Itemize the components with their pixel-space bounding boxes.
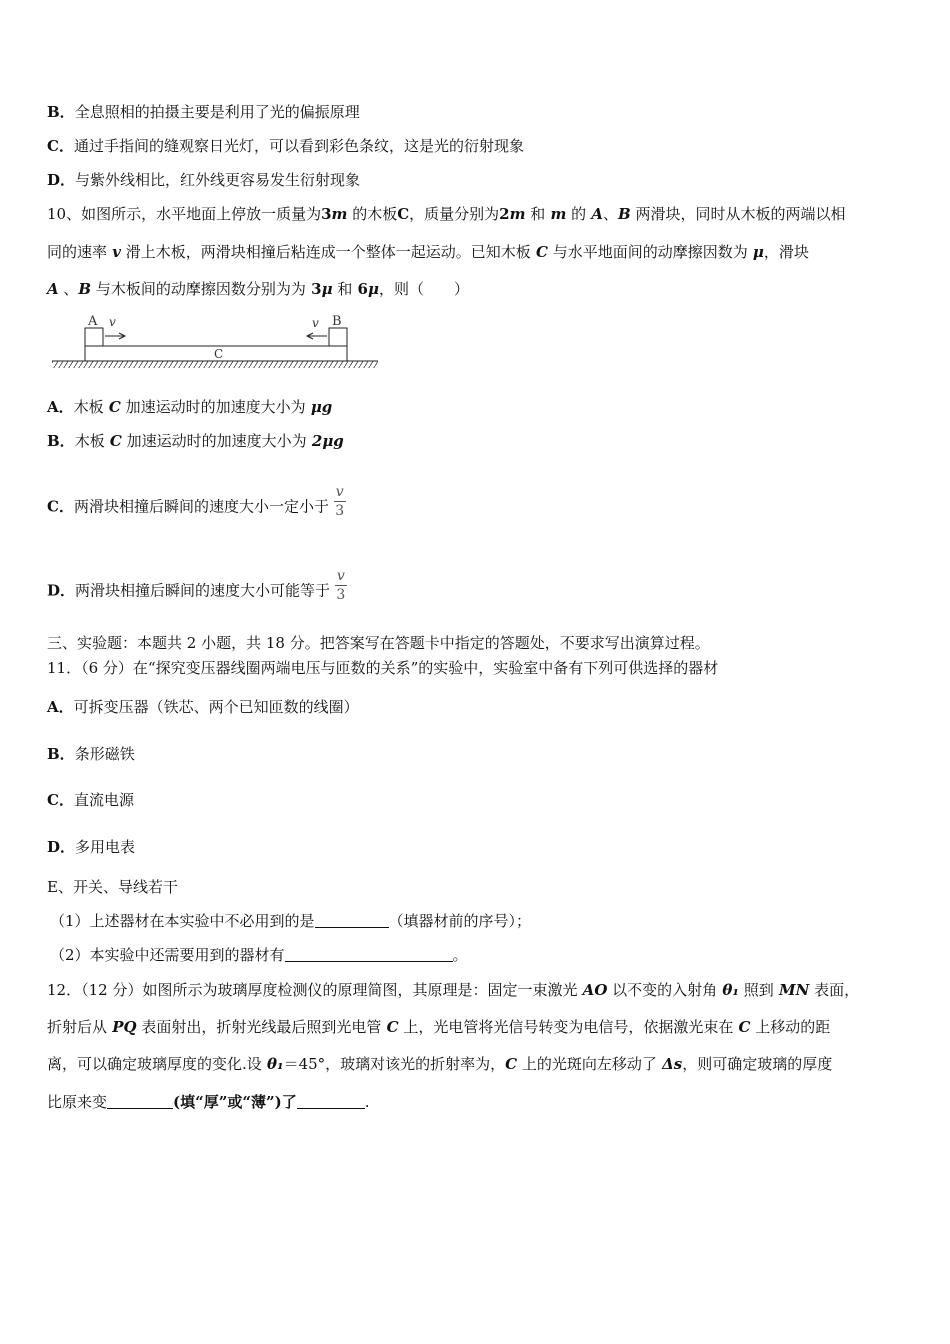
answer-blank[interactable] bbox=[297, 1094, 365, 1109]
q10-var: v bbox=[107, 243, 121, 261]
label-v1: v bbox=[109, 315, 116, 329]
q10-var: m bbox=[509, 205, 526, 223]
answer-blank[interactable] bbox=[107, 1094, 173, 1109]
sub-question-text: （2）本实验中还需要用到的器材有 bbox=[50, 946, 285, 964]
q12-line-2 bbox=[47, 1017, 830, 1037]
option-text: 两滑块相撞后瞬间的速度大小一定小于 bbox=[73, 497, 329, 516]
q10-text: 和 bbox=[332, 280, 353, 298]
option-text: 全息照相的拍摄主要是利用了光的偏振原理 bbox=[74, 103, 360, 121]
q10-text: ，滑块 bbox=[763, 243, 809, 261]
q12-text: 比原来变 bbox=[47, 1093, 108, 1111]
q10-var: m bbox=[545, 205, 567, 223]
q10-text: 6 bbox=[352, 280, 368, 298]
option-text: 可拆变压器（铁芯、两个已知匝数的线圈） bbox=[73, 698, 359, 716]
option-d-prev bbox=[47, 170, 360, 190]
q10-var: B bbox=[78, 280, 92, 298]
q10-option-a bbox=[47, 397, 332, 417]
q10-option-b bbox=[47, 431, 344, 451]
option-b-prev bbox=[47, 102, 360, 122]
q10-line-2 bbox=[47, 242, 809, 262]
q10-text: 与水平地面间的动摩擦因数为 bbox=[547, 243, 748, 261]
option-text: 加速运动时的加速度大小为 bbox=[121, 432, 307, 450]
fraction-numerator: v bbox=[335, 484, 344, 500]
q10-line-1 bbox=[47, 204, 846, 224]
q10-text: ，则（ ） bbox=[378, 280, 469, 298]
q12-var: C bbox=[733, 1018, 751, 1036]
q12-var: MN bbox=[773, 981, 810, 999]
q11-option-e bbox=[47, 877, 178, 897]
q12-var: PQ bbox=[107, 1018, 137, 1036]
option-key: B． bbox=[47, 432, 75, 450]
q10-var: μ bbox=[368, 280, 379, 298]
q10-var: A bbox=[586, 205, 604, 223]
q10-var: B bbox=[618, 205, 631, 223]
option-key: A． bbox=[47, 698, 74, 716]
q10-option-d bbox=[47, 568, 347, 609]
q10-var: C bbox=[397, 205, 410, 223]
q12-line-4 bbox=[47, 1092, 370, 1112]
q10-text: 和 bbox=[525, 205, 546, 223]
fraction-denominator: 3 bbox=[336, 587, 346, 603]
q10-line-3 bbox=[47, 279, 469, 299]
q10-text: 的木板 bbox=[347, 205, 398, 223]
option-text: 加速运动时的加速度大小为 bbox=[120, 398, 306, 416]
q10-text: 3 bbox=[321, 205, 332, 223]
q12-text: . bbox=[364, 1093, 370, 1111]
option-key: A． bbox=[47, 398, 74, 416]
q10-var: C bbox=[530, 243, 548, 261]
q10-var: μ bbox=[321, 280, 333, 298]
q12-text: ，则可确定玻璃的厚度 bbox=[682, 1055, 833, 1073]
option-text: 开关、导线若干 bbox=[72, 878, 178, 896]
option-text: 木板 bbox=[74, 432, 105, 450]
q10-text: 2 bbox=[499, 205, 510, 223]
q11-option-a bbox=[47, 697, 359, 717]
q12-text: 12．（12 分）如图所示为玻璃厚度检测仪的原理简图，其原理是：固定一束激光 bbox=[47, 981, 578, 999]
q10-var: m bbox=[331, 205, 348, 223]
sub-question-text: （1）上述器材在本实验中不必用到的是 bbox=[50, 912, 315, 930]
option-var: C bbox=[104, 432, 122, 450]
q12-text: 以不变的入射角 bbox=[607, 981, 718, 999]
q11-stem: 11．（6 分）在“探究变压器线圈两端电压与匝数的关系”的实验中，实验室中备有下列可供选择的器材 bbox=[47, 659, 719, 677]
option-text: 与紫外线相比，红外线更容易发生衍射现象 bbox=[75, 171, 361, 189]
option-var: C bbox=[103, 398, 121, 416]
option-key: B． bbox=[47, 103, 75, 121]
q12-var: θ₁ bbox=[717, 981, 739, 999]
q12-text: 离，可以确定玻璃厚度的变化.设 bbox=[47, 1055, 262, 1073]
label-a: A bbox=[88, 314, 98, 329]
q10-text: 滑上木板，两滑块相撞后粘连成一个整体一起运动。已知木板 bbox=[120, 243, 531, 261]
q12-text: ＝45°，玻璃对该光的折射率为， bbox=[283, 1055, 506, 1073]
q12-var: C bbox=[505, 1055, 518, 1073]
q12-text: 表面射出，折射光线最后照到光电管 bbox=[136, 1018, 382, 1036]
q11-sub-2 bbox=[50, 945, 468, 965]
q10-text: 3 bbox=[305, 280, 322, 298]
q10-text: 、 bbox=[58, 280, 79, 298]
q10-number: 10、 bbox=[47, 205, 82, 223]
ground-hatch bbox=[52, 361, 378, 368]
q12-text: 照到 bbox=[738, 981, 774, 999]
q10-text: 的 bbox=[566, 205, 587, 223]
q11-option-d bbox=[47, 837, 135, 857]
answer-blank[interactable] bbox=[315, 913, 389, 928]
option-answer: 2μg bbox=[306, 432, 344, 450]
section-3-heading: 三、实验题：本题共 2 小题，共 18 分。把答案写在答题卡中指定的答题处，不要求写出演算过程。 bbox=[47, 634, 710, 652]
option-text: 直流电源 bbox=[73, 791, 134, 809]
q10-var: A bbox=[47, 280, 59, 298]
option-answer: μg bbox=[305, 398, 333, 416]
q12-text: 表面， bbox=[809, 981, 860, 999]
q12-var: Δs bbox=[656, 1055, 683, 1073]
fraction-v-over-3 bbox=[335, 568, 347, 603]
option-text: 木板 bbox=[73, 398, 104, 416]
sub-question-text: （填器材前的序号）； bbox=[388, 912, 532, 930]
q10-text: 与木板间的动摩擦因数分别为为 bbox=[91, 280, 306, 298]
label-c: C bbox=[214, 347, 224, 361]
option-text: 通过手指间的缝观察日光灯，可以看到彩色条纹，这是光的衍射现象 bbox=[73, 137, 524, 155]
q12-line-3 bbox=[47, 1054, 832, 1074]
label-v2: v bbox=[312, 316, 319, 330]
q12-text: 折射后从 bbox=[47, 1018, 108, 1036]
block-b bbox=[329, 328, 347, 346]
q12-var: θ₁ bbox=[261, 1055, 284, 1073]
q12-text: 上移动的距 bbox=[750, 1018, 831, 1036]
option-text: 两滑块相撞后瞬间的速度大小可能等于 bbox=[75, 581, 331, 600]
q11-option-c bbox=[47, 790, 134, 810]
option-text: 多用电表 bbox=[75, 838, 136, 856]
option-text: 条形磁铁 bbox=[74, 745, 135, 763]
option-key: D． bbox=[47, 171, 76, 189]
option-key: C． bbox=[47, 497, 74, 516]
option-key: D． bbox=[47, 838, 76, 856]
option-c-prev bbox=[47, 136, 524, 156]
q10-text: 如图所示，水平地面上停放一质量为 bbox=[81, 205, 322, 223]
sub-question-text: 。 bbox=[452, 946, 468, 964]
option-key: E、 bbox=[47, 878, 73, 896]
q10-text: 两滑块，同时从木板的两端以相 bbox=[630, 205, 846, 223]
answer-blank[interactable] bbox=[285, 947, 453, 962]
q10-text: 、 bbox=[603, 205, 619, 223]
block-a bbox=[85, 328, 103, 346]
q11-sub-1 bbox=[50, 911, 531, 931]
q10-text: ，质量分别为 bbox=[409, 205, 500, 223]
fraction-denominator: 3 bbox=[335, 503, 345, 519]
q12-line-1 bbox=[47, 980, 859, 1000]
q10-text: 同的速率 bbox=[47, 243, 108, 261]
q12-text: (填“厚”或“薄”)了 bbox=[173, 1093, 297, 1111]
q10-option-c bbox=[47, 484, 346, 525]
fraction-v-over-3 bbox=[334, 484, 346, 519]
q10-figure bbox=[50, 310, 380, 372]
fraction-numerator: v bbox=[336, 568, 345, 584]
q10-var: μ bbox=[747, 243, 764, 261]
q12-text: 上，光电管将光信号转变为电信号，依据激光束在 bbox=[398, 1018, 734, 1036]
option-key: B． bbox=[47, 745, 75, 763]
option-key: D． bbox=[47, 581, 76, 600]
q12-text: 上的光斑向左移动了 bbox=[517, 1055, 657, 1073]
option-key: C． bbox=[47, 137, 74, 155]
label-b: B bbox=[332, 314, 342, 329]
q11-option-b bbox=[47, 744, 135, 764]
q12-var: AO bbox=[577, 981, 608, 999]
option-key: C． bbox=[47, 791, 74, 809]
q12-var: C bbox=[381, 1018, 399, 1036]
